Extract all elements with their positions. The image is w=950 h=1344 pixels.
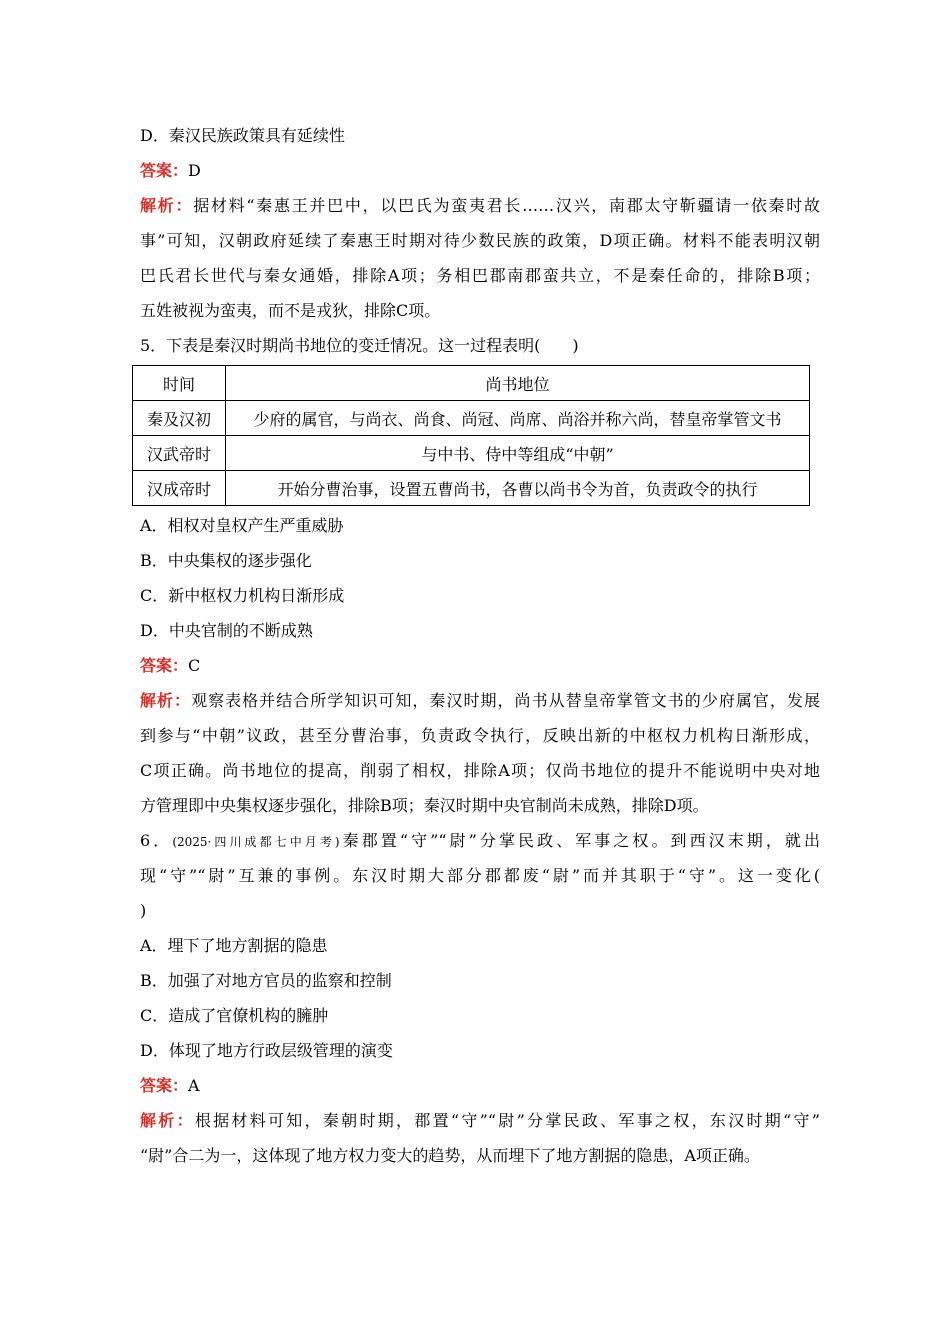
q5-stem: 5．下表是秦汉时期尚书地位的变迁情况。这一过程表明( ) bbox=[140, 336, 579, 355]
q5-answer bbox=[140, 648, 820, 683]
answer-value: C bbox=[188, 656, 201, 675]
table-row bbox=[133, 436, 810, 471]
table-cell: 秦及汉初 bbox=[133, 401, 226, 436]
analysis-label: 解析： bbox=[140, 691, 192, 710]
answer-label: 答案： bbox=[140, 656, 189, 675]
answer-value: A bbox=[188, 1076, 200, 1095]
q5-option-a: A．相权对皇权产生严重威胁 bbox=[140, 516, 344, 535]
q5-analysis-line-3: C项正确。尚书地位的提高，削弱了相权，排除A项；仅尚书地位的提升不能说明中央对地 bbox=[140, 761, 820, 780]
q5-option-b: B．中央集权的逐步强化 bbox=[140, 551, 312, 570]
table-cell: 汉成帝时 bbox=[133, 471, 226, 506]
analysis-label: 解析： bbox=[140, 196, 194, 215]
table-header-row bbox=[133, 366, 810, 401]
q6-answer bbox=[140, 1068, 820, 1103]
q4-analysis-line-2: 事”可知，汉朝政府延续了秦惠王时期对待少数民族的政策，D项正确。材料不能表明汉朝 bbox=[140, 231, 820, 250]
q5-option-d: D．中央官制的不断成熟 bbox=[140, 621, 313, 640]
q6-source: (2025·四川成都七中月考) bbox=[172, 835, 340, 849]
table-row bbox=[133, 471, 810, 506]
q4-analysis-line-1: 解析：据材料“秦惠王并巴中，以巴氏为蛮夷君长……汉兴，南郡太守靳疆请一依秦时故 bbox=[140, 196, 820, 215]
answer-label: 答案： bbox=[140, 1076, 189, 1095]
q6-stem-line-3: ) bbox=[140, 901, 147, 920]
q6-option-c: C．造成了官僚机构的臃肿 bbox=[140, 1006, 329, 1025]
q6-number: 6． bbox=[140, 831, 173, 850]
q6-option-a: A．埋下了地方割据的隐患 bbox=[140, 936, 328, 955]
q4-answer bbox=[140, 153, 820, 188]
q5-analysis-line-4: 方管理即中央集权逐步强化，排除B项；秦汉时期中央官制尚未成熟，排除D项。 bbox=[140, 796, 709, 815]
q6-analysis-line-2: “尉”合二为一，这体现了地方权力变大的趋势，从而埋下了地方割据的隐患，A项正确。 bbox=[140, 1146, 760, 1165]
q6-analysis-line-1: 解析：根据材料可知，秦朝时期，郡置“守”“尉”分掌民政、军事之权，东汉时期“守” bbox=[140, 1111, 820, 1130]
q4-option-d: D．秦汉民族政策具有延续性 bbox=[140, 126, 345, 145]
q4-analysis-line-4: 五姓被视为蛮夷，而不是戎狄，排除C项。 bbox=[140, 301, 441, 320]
answer-value: D bbox=[188, 161, 201, 180]
q6-option-b: B．加强了对地方官员的监察和控制 bbox=[140, 971, 392, 990]
q6-option-d: D．体现了地方行政层级管理的演变 bbox=[140, 1041, 393, 1060]
table-header-status: 尚书地位 bbox=[226, 366, 810, 401]
table-row bbox=[133, 401, 810, 436]
q5-analysis-line-1: 解析：观察表格并结合所学知识可知，秦汉时期，尚书从替皇帝掌管文书的少府属官，发展 bbox=[140, 691, 820, 710]
table-cell: 与中书、侍中等组成“中朝” bbox=[226, 436, 810, 471]
q5-table bbox=[132, 365, 810, 506]
q6-stem-line-2: 现“守”“尉”互兼的事例。东汉时期大部分郡都废“尉”而并其职于“守”。这一变化( bbox=[140, 866, 820, 885]
table-header-time: 时间 bbox=[133, 366, 226, 401]
q5-option-c: C．新中枢权力机构日渐形成 bbox=[140, 586, 345, 605]
analysis-label: 解析： bbox=[140, 1111, 195, 1130]
q5-analysis-line-2: 到参与“中朝”议政，甚至分曹治事，负责政令执行，反映出新的中枢权力机构日渐形成， bbox=[140, 726, 820, 745]
q4-analysis-line-3: 巴氏君长世代与秦女通婚，排除A项；务相巴郡南郡蛮共立，不是秦任命的，排除B项； bbox=[140, 266, 820, 285]
table-cell: 少府的属官，与尚衣、尚食、尚冠、尚席、尚浴并称六尚，替皇帝掌管文书 bbox=[226, 401, 810, 436]
q6-stem-line-1: 6．(2025·四川成都七中月考)秦郡置“守”“尉”分掌民政、军事之权。到西汉末期，就出 bbox=[140, 831, 820, 850]
document-page bbox=[140, 118, 820, 1173]
table-cell: 开始分曹治事，设置五曹尚书，各曹以尚书令为首，负责政令的执行 bbox=[226, 471, 810, 506]
answer-label: 答案： bbox=[140, 161, 189, 180]
table-cell: 汉武帝时 bbox=[133, 436, 226, 471]
